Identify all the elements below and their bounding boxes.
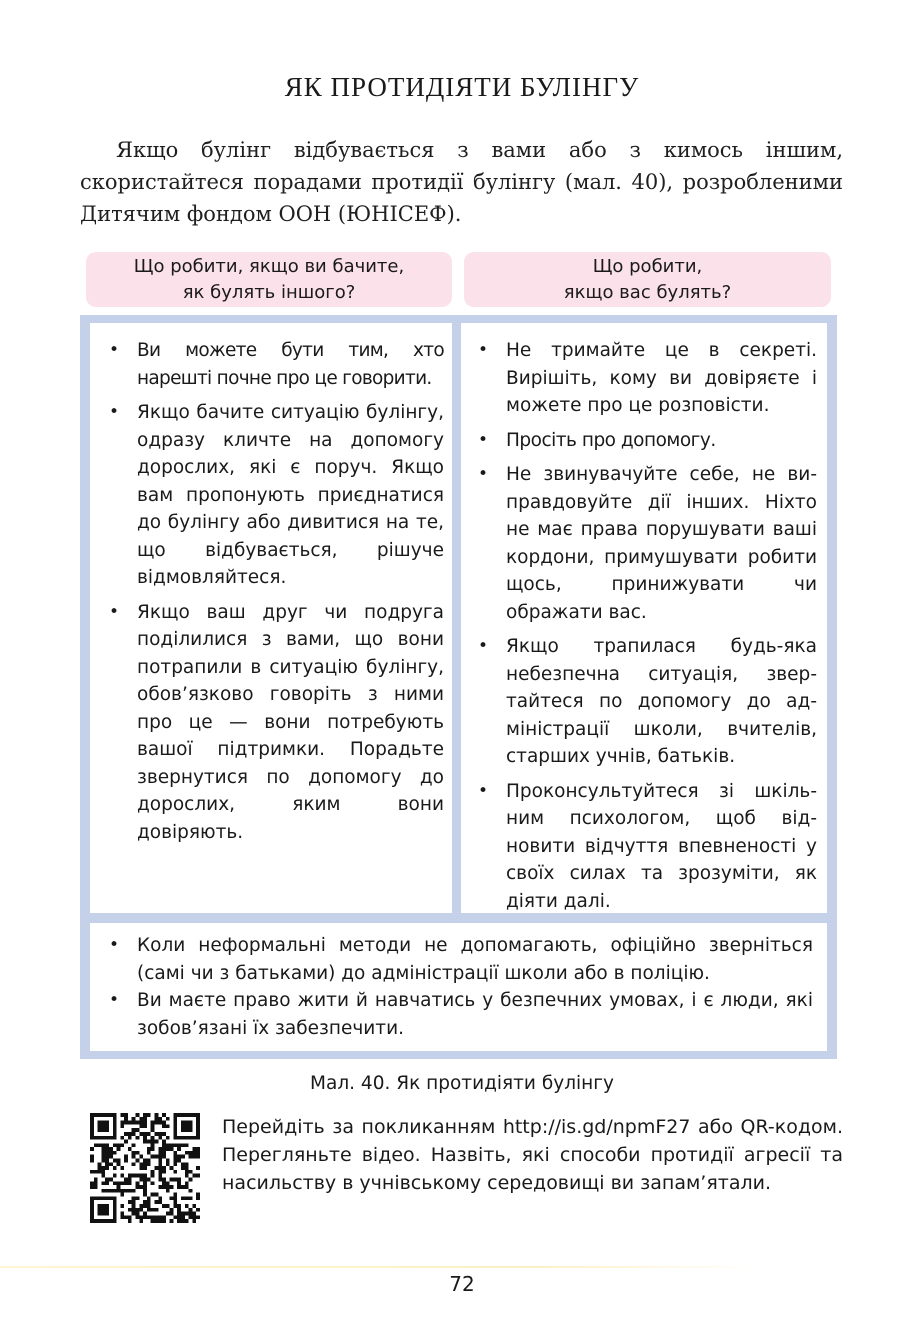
page-number: 72 bbox=[449, 1272, 475, 1296]
bottom-tips-list bbox=[100, 932, 813, 1042]
bottom-tips-panel bbox=[90, 923, 827, 1051]
left-tips-panel bbox=[90, 323, 452, 913]
list-item: • Не тримайте це в секреті. Вирішіть, кому ви довіряєте і можете про це розповісти. bbox=[469, 337, 817, 420]
right-tips-panel bbox=[461, 323, 827, 913]
footer-divider bbox=[0, 1266, 760, 1268]
column-heading-victim bbox=[464, 252, 831, 307]
left-tips-list bbox=[100, 337, 444, 846]
page-title: ЯК ПРОТИДІЯТИ БУЛІНГУ bbox=[284, 72, 640, 102]
figure-frame bbox=[80, 315, 837, 1059]
list-item: • Якщо ваш друг чи подруга поділилися з вами, що вони потрапили в ситуацію булінгу, обов’язково говоріть з ними про це — вони потребують вашої підтримки. Порадьте звернутися по допомогу до дорослих, яким вони довіряють. bbox=[100, 599, 444, 847]
list-item: • Коли неформальні методи не допомагають, офіційно зверніться (самі чи з батьками) до адміністрації школи або в поліцію. bbox=[100, 932, 813, 987]
list-item: • Не звинувачуйте себе, не виправдовуйте дії інших. Ніхто не має права порушувати ваші кордони, примушувати робити щось, принижувати чи ображати вас. bbox=[469, 461, 817, 626]
list-item: • Просіть про допомогу. bbox=[469, 427, 817, 455]
figure-caption: Мал. 40. Як протидіяти булінгу bbox=[310, 1073, 614, 1094]
list-item: • Якщо трапилася будь-яка небезпечна ситуація, звертайтеся по допомогу до адміністрації школи, вчителів, старших учнів, батьків. bbox=[469, 633, 817, 771]
qr-instruction-text: Перейдіть за покликанням http://is.gd/npmF27 або QR-кодом. Перегляньте відео. Назвіть, які способи протидії агресії та насильству в учнівському середовищі ви запам’ятали. bbox=[222, 1116, 843, 1194]
right-tips-list bbox=[469, 337, 817, 915]
column-heading-line: Що робити, якщо ви бачите, bbox=[133, 255, 405, 277]
column-heading-line: Що робити, bbox=[592, 255, 703, 277]
qr-code-icon[interactable] bbox=[90, 1113, 200, 1223]
list-item: • Ви маєте право жити й навчатись у безпечних умовах, і є люди, які зобов’язані їх забезпечити. bbox=[100, 987, 813, 1042]
list-item: • Проконсультуйтеся зі шкільним психологом, щоб відновити відчуття впевненості у своїх силах та зрозуміти, як діяти далі. bbox=[469, 778, 817, 916]
column-heading-line: як булять іншого? bbox=[182, 281, 356, 303]
column-heading-line: якщо вас булять? bbox=[563, 281, 732, 303]
intro-paragraph: Якщо булінг відбувається з вами або з кимось іншим, скористайтеся порадами протидії булінгу (мал. 40), розробленими Дитячим фондом ООН (ЮНІСЕФ). bbox=[80, 138, 843, 226]
column-heading-witness bbox=[86, 252, 452, 307]
list-item: • Якщо бачите ситуацію булінгу, одразу кличте на допомогу дорослих, які є поруч. Якщо вам пропонують приєднатися до булінгу або дивитися на те, що відбувається, рішуче відмовляйтеся. bbox=[100, 399, 444, 592]
list-item: • Ви можете бути тим, хто нарешті почне про це говорити. bbox=[100, 337, 444, 392]
